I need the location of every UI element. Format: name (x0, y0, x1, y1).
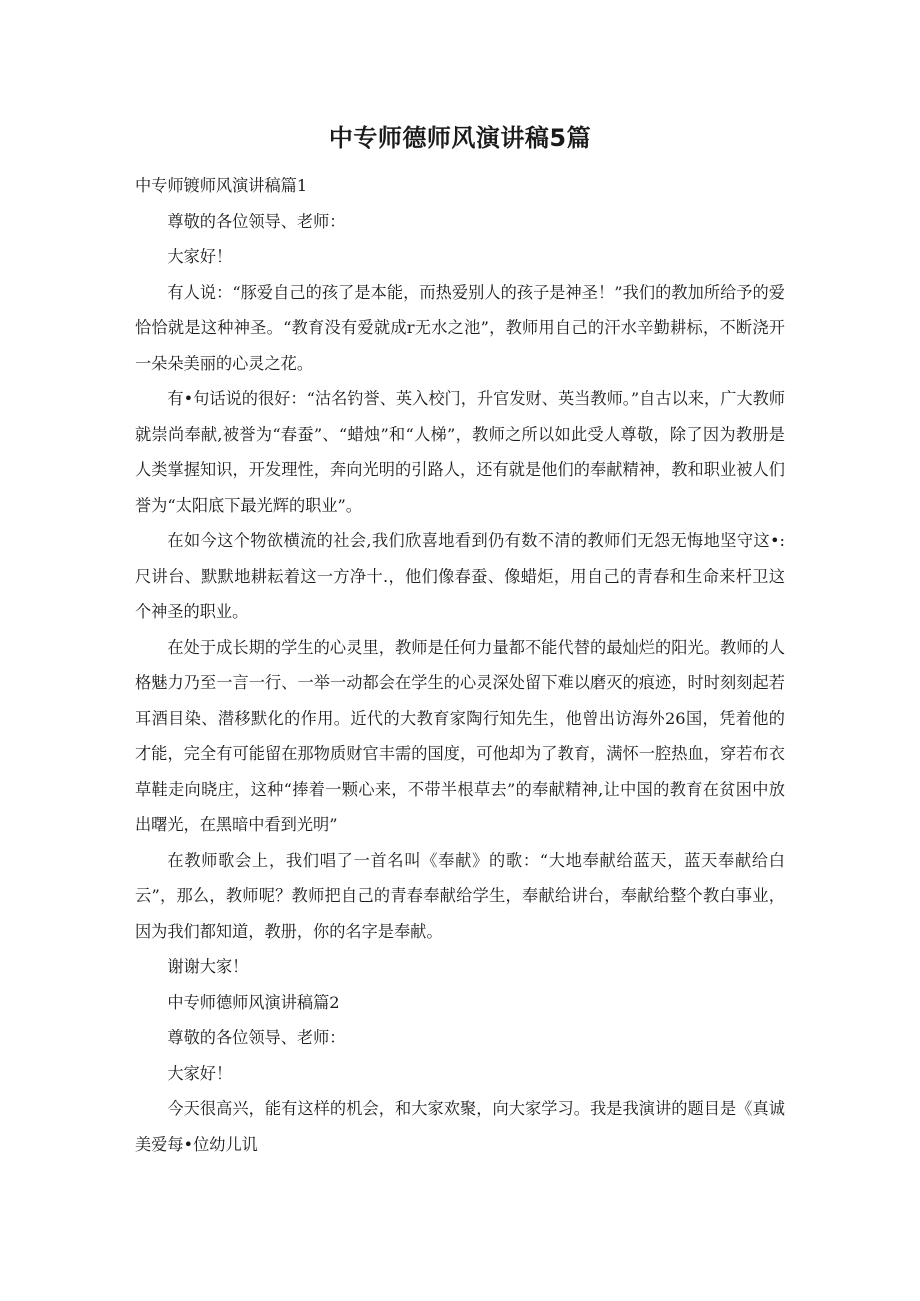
speech1-paragraph-1: 有人说：“豚爱自己的孩了是本能，而热爱别人的孩子是神圣！”我们的教加所给予的爱恰恰就是这种神圣。“教育没有爱就成r无水之池”，教师用自己的汗水辛勤耕标，不断浇开一朵朵美丽的心灵之花。 (135, 282, 785, 373)
speech1-closing: 谢谢大家！ (167, 957, 249, 976)
speech1-heading: 中专师镀师风演讲稿篇1 (135, 176, 308, 195)
document-title: 中专师德师风演讲稿5篇 (328, 124, 592, 152)
document-body (135, 168, 785, 1162)
speech2-heading: 中专师德师风演讲稿篇2 (167, 992, 340, 1012)
speech1-paragraph-3: 在如今这个物欲横流的社会,我们欣喜地看到仍有数不清的教师们无怨无悔地坚守这•:尺讲台、默默地耕耘着这一方净十.，他们像春蚕、像蜡炬，用自己的青春和生命来杆卫这个神圣的职业。 (135, 531, 785, 621)
speech2-greeting: 大家好！ (167, 1063, 233, 1083)
speech1-greeting: 大家好！ (167, 247, 233, 266)
speech1-salutation: 尊敬的各位领导、老师： (167, 211, 346, 231)
speech1-paragraph-2: 有•句话说的很好：“沽名钓誉、英入校门，升官发财、英当教师。”自古以来，广大教师就崇尚奉献,被誉为“春蚕”、“蜡烛”和“人梯”，教师之所以如此受人尊敬，除了因为教册是人类掌握知识，开发理性，奔向光明的引路人，还有就是他们的奉献精神，教和职业被人们誉为“太阳底下最光辉的职业”。 (135, 389, 785, 515)
speech2-salutation: 尊敬的各位领导、老师： (167, 1028, 346, 1047)
speech1-paragraph-4: 在处于成长期的学生的心灵里，教师是任何力量都不能代替的最灿烂的阳光。教师的人格魅力乃至一言一行、一举一动都会在学生的心灵深处留下难以磨灭的痕迹，时时刻刻起若耳酒目染、潜移默化的作用。近代的大教育家陶行知先生，他曾出访海外26国，凭着他的才能，完全有可能留在那物质财官丰需的国度，可他却为了教育，满怀一腔热血，穿若布衣草鞋走向晓庄，这种“捧着一颗心来，不带半根草去”的奉献精神,让中国的教育在贫困中放出曙光，在黑暗中看到光明” (135, 637, 785, 834)
speech2-paragraph-1: 今天很高兴，能有这样的机会，和大家欢聚，向大家学习。我是我演讲的题目是《真诚美爱每•位幼儿讥 (135, 1099, 785, 1154)
speech1-paragraph-5: 在教师歌会上，我们唱了一首名叫《奉献》的歌：“大地奉献给蓝天，蓝天奉献给白云”，那么，教师呢？教师把自己的青春奉献给学生，奉献给讲台，奉献给整个教白事业，因为我们都知道，教册，你的名字是奉献。 (135, 850, 785, 941)
